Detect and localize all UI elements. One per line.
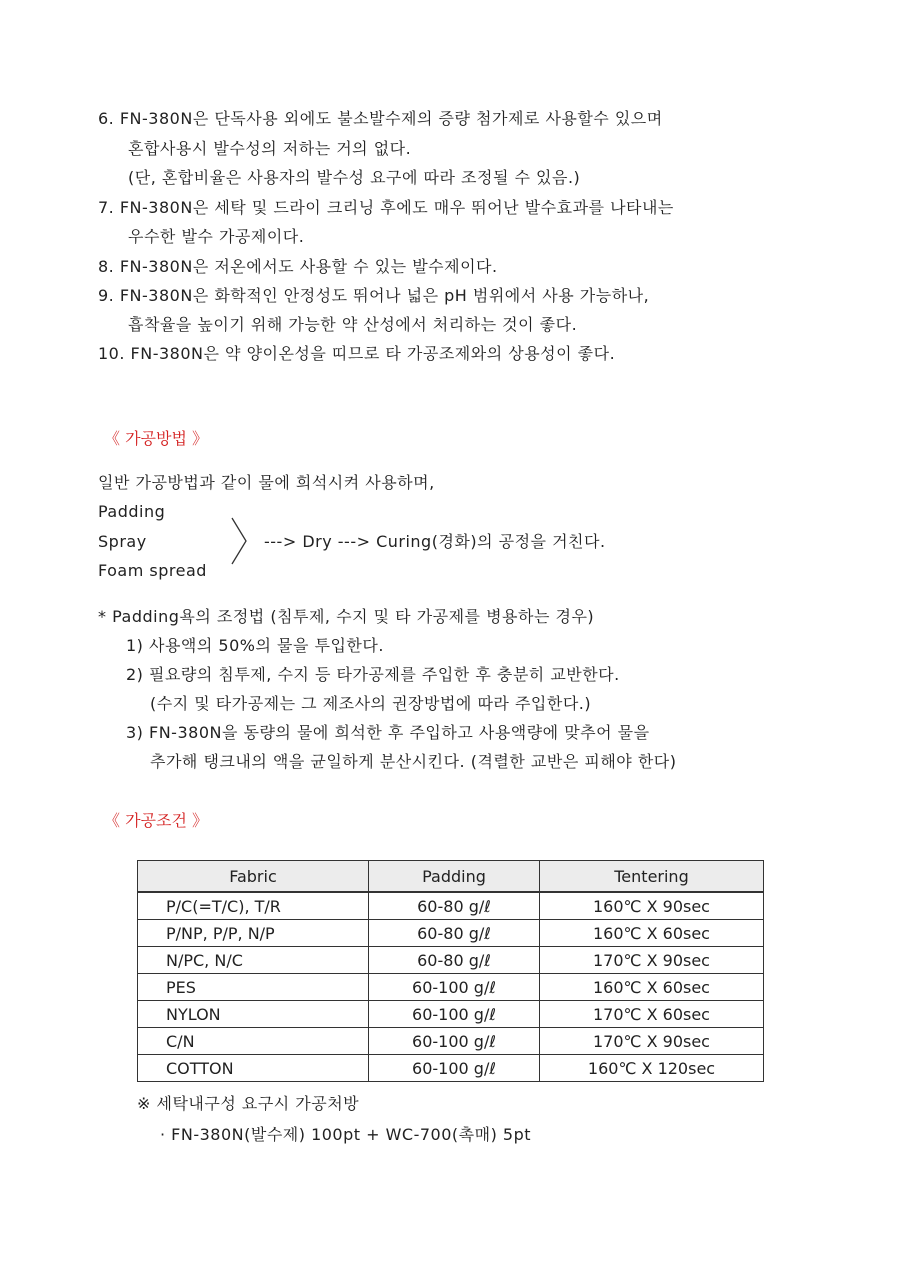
table-row [138,947,764,974]
table-row [138,1001,764,1028]
table-row [138,892,764,920]
padding-step-2-note: (수지 및 타가공제는 그 제조사의 권장방법에 따라 주입한다.) [150,694,592,713]
item-10-line-1: 10. FN-380N은 약 양이온성을 띠므로 타 가공조제와의 상용성이 좋다. [98,344,616,363]
item-9-line-1: 9. FN-380N은 화학적인 안정성도 뛰어나 넓은 pH 범위에서 사용 가능하나, [98,286,650,305]
fabric-cell: COTTON [138,1055,369,1082]
table-header-row [138,861,764,893]
method-option-foam: Foam spread [98,561,207,580]
padding-bath-title: * Padding욕의 조정법 (침투제, 수지 및 타 가공제를 병용하는 경우) [98,607,595,626]
tentering-cell: 160℃ X 90sec [540,892,764,920]
padding-cell: 60-80 g/ℓ [369,920,540,947]
padding-cell: 60-100 g/ℓ [369,1028,540,1055]
item-6-line-3: (단, 혼합비율은 사용자의 발수성 요구에 따라 조정될 수 있음.) [128,168,581,187]
col-header-padding: Padding [369,861,540,893]
fabric-cell: NYLON [138,1001,369,1028]
conditions-heading: 《 가공조건 》 [104,811,208,830]
padding-step-1: 1) 사용액의 50%의 물을 투입한다. [126,636,384,655]
fabric-cell: PES [138,974,369,1001]
tentering-cell: 160℃ X 120sec [540,1055,764,1082]
conditions-table [137,860,764,1082]
tentering-cell: 170℃ X 90sec [540,947,764,974]
item-6-line-2: 혼합사용시 발수성의 저하는 거의 없다. [128,139,412,158]
padding-step-3: 3) FN-380N을 동량의 물에 희석한 후 주입하고 사용액량에 맞추어 물을 [126,723,650,742]
tentering-cell: 160℃ X 60sec [540,920,764,947]
fabric-cell: N/PC, N/C [138,947,369,974]
method-intro: 일반 가공방법과 같이 물에 희석시켜 사용하며, [98,473,435,492]
tentering-cell: 170℃ X 90sec [540,1028,764,1055]
method-process-flow: ---> Dry ---> Curing(경화)의 공정을 거친다. [264,532,606,551]
fabric-cell: P/C(=T/C), T/R [138,892,369,920]
tentering-cell: 170℃ X 60sec [540,1001,764,1028]
item-7-line-2: 우수한 발수 가공제이다. [128,227,305,246]
col-header-fabric: Fabric [138,861,369,893]
fabric-cell: C/N [138,1028,369,1055]
tentering-cell: 160℃ X 60sec [540,974,764,1001]
recipe-line: · FN-380N(발수제) 100pt + WC-700(촉매) 5pt [160,1125,532,1144]
method-heading: 《 가공방법 》 [104,429,208,448]
fabric-cell: P/NP, P/P, N/P [138,920,369,947]
padding-cell: 60-80 g/ℓ [369,892,540,920]
method-option-padding: Padding [98,502,166,521]
padding-cell: 60-100 g/ℓ [369,1001,540,1028]
durability-note: ※ 세탁내구성 요구시 가공처방 [137,1094,360,1113]
padding-cell: 60-80 g/ℓ [369,947,540,974]
padding-cell: 60-100 g/ℓ [369,974,540,1001]
padding-step-3-cont: 추가해 탱크내의 액을 균일하게 분산시킨다. (격렬한 교반은 피해야 한다) [150,752,677,771]
padding-cell: 60-100 g/ℓ [369,1055,540,1082]
table-row [138,974,764,1001]
table-row [138,1055,764,1082]
item-9-line-2: 흡착율을 높이기 위해 가능한 약 산성에서 처리하는 것이 좋다. [128,315,578,334]
item-8-line-1: 8. FN-380N은 저온에서도 사용할 수 있는 발수제이다. [98,257,498,276]
table-row [138,1028,764,1055]
item-7-line-1: 7. FN-380N은 세탁 및 드라이 크리닝 후에도 매우 뛰어난 발수효과를 나타내는 [98,198,674,217]
col-header-tentering: Tentering [540,861,764,893]
right-angle-bracket-icon [228,516,252,566]
table-row [138,920,764,947]
method-option-spray: Spray [98,532,147,551]
padding-step-2: 2) 필요량의 침투제, 수지 등 타가공제를 주입한 후 충분히 교반한다. [126,665,620,684]
item-6-line-1: 6. FN-380N은 단독사용 외에도 불소발수제의 증량 첨가제로 사용할수 있으며 [98,109,663,128]
